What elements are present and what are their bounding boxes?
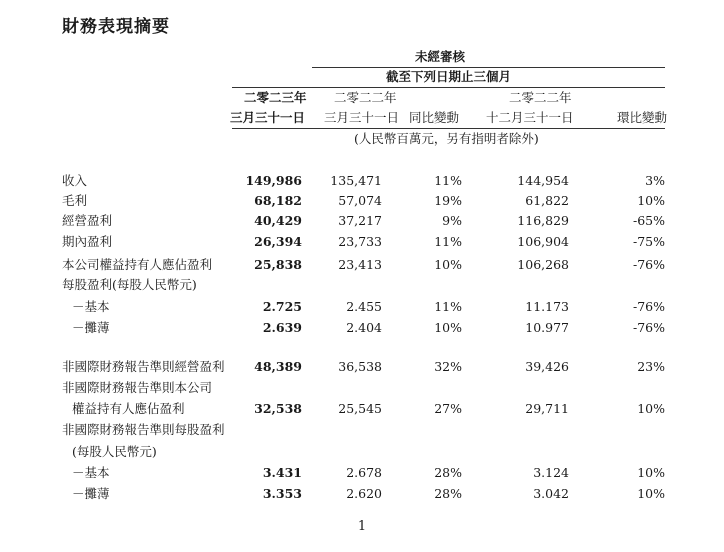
value-yoy: 32% (434, 359, 462, 374)
value-yoy: 28% (434, 486, 462, 501)
value-qoq: -75% (632, 234, 665, 249)
row-label: －基本 (72, 299, 110, 314)
table-row (0, 275, 724, 295)
value-q1-2023: 2.639 (262, 320, 302, 335)
value-yoy: 27% (434, 401, 462, 416)
table-row (0, 399, 724, 419)
value-q4-2022: 106,268 (517, 257, 569, 272)
col3-label: 同比變動 (409, 110, 460, 125)
col2-year: 二零二二年 (334, 90, 397, 105)
value-qoq: -76% (632, 299, 665, 314)
value-q1-2022: 135,471 (330, 173, 382, 188)
value-q1-2023: 149,986 (245, 173, 302, 188)
value-yoy: 10% (434, 257, 462, 272)
value-q1-2023: 48,389 (254, 359, 302, 374)
value-q1-2022: 23,413 (338, 257, 382, 272)
table-row (0, 318, 724, 338)
row-label: 本公司權益持有人應佔盈利 (62, 257, 213, 272)
value-q4-2022: 3.124 (533, 465, 569, 480)
col4-year: 二零二二年 (509, 90, 572, 105)
value-q4-2022: 3.042 (533, 486, 569, 501)
row-label: 每股盈利(每股人民幣元) (62, 277, 197, 292)
row-label: －攤薄 (72, 486, 110, 501)
value-q1-2022: 2.678 (346, 465, 382, 480)
value-yoy: 11% (434, 299, 462, 314)
value-yoy: 11% (434, 234, 462, 249)
value-qoq: -76% (632, 257, 665, 272)
value-qoq: 10% (637, 193, 665, 208)
header-rule-mid (232, 87, 665, 88)
row-label: 權益持有人應佔盈利 (72, 401, 185, 416)
value-q1-2023: 2.725 (262, 299, 302, 314)
value-qoq: 10% (637, 465, 665, 480)
row-label: 期內盈利 (62, 234, 113, 249)
value-qoq: 10% (637, 401, 665, 416)
value-q4-2022: 61,822 (525, 193, 569, 208)
table-row (0, 442, 724, 462)
value-q1-2023: 40,429 (254, 213, 302, 228)
value-q4-2022: 29,711 (525, 401, 569, 416)
value-q1-2023: 68,182 (254, 193, 302, 208)
value-q1-2023: 3.431 (262, 465, 302, 480)
value-q1-2023: 25,838 (254, 257, 302, 272)
value-q1-2022: 25,545 (338, 401, 382, 416)
col1-year: 二零二三年 (244, 90, 307, 105)
value-q1-2022: 2.404 (346, 320, 382, 335)
row-label: 經營盈利 (62, 213, 113, 228)
table-row (0, 255, 724, 275)
value-q4-2022: 11.173 (525, 299, 569, 314)
col5-label: 環比變動 (617, 110, 668, 125)
table-row (0, 484, 724, 504)
table-row (0, 378, 724, 398)
value-qoq: -65% (632, 213, 665, 228)
row-label: －基本 (72, 465, 110, 480)
row-label: －攤薄 (72, 320, 110, 335)
table-row (0, 463, 724, 483)
row-label: 非國際財務報告準則每股盈利 (62, 422, 225, 437)
row-label: (每股人民幣元) (72, 444, 157, 459)
value-q1-2022: 37,217 (338, 213, 382, 228)
value-q1-2022: 36,538 (338, 359, 382, 374)
value-yoy: 28% (434, 465, 462, 480)
value-q1-2022: 2.620 (346, 486, 382, 501)
value-yoy: 10% (434, 320, 462, 335)
value-qoq: 10% (637, 486, 665, 501)
value-q1-2023: 26,394 (254, 234, 302, 249)
value-q1-2023: 32,538 (254, 401, 302, 416)
table-row (0, 171, 724, 191)
value-q4-2022: 10.977 (525, 320, 569, 335)
value-yoy: 9% (442, 213, 462, 228)
value-yoy: 11% (434, 173, 462, 188)
table-row (0, 191, 724, 211)
table-row (0, 420, 724, 440)
header-period: 截至下列日期止三個月 (386, 69, 512, 84)
value-q1-2023: 3.353 (262, 486, 302, 501)
value-q4-2022: 144,954 (517, 173, 569, 188)
table-row (0, 297, 724, 317)
row-label: 收入 (62, 173, 88, 188)
col4-date: 十二月三十一日 (486, 110, 574, 125)
page-title: 財務表現摘要 (62, 17, 170, 37)
value-q1-2022: 2.455 (346, 299, 382, 314)
value-q1-2022: 23,733 (338, 234, 382, 249)
value-qoq: 23% (637, 359, 665, 374)
value-q4-2022: 116,829 (517, 213, 569, 228)
row-label: 非國際財務報告準則經營盈利 (62, 359, 225, 374)
table-row (0, 357, 724, 377)
value-q4-2022: 106,904 (517, 234, 569, 249)
table-row (0, 211, 724, 231)
row-label: 非國際財務報告準則本公司 (62, 380, 213, 395)
value-q4-2022: 39,426 (525, 359, 569, 374)
value-q1-2022: 57,074 (338, 193, 382, 208)
table-row (0, 232, 724, 252)
row-label: 毛利 (62, 193, 88, 208)
unit-note: (人民幣百萬元，另有指明者除外) (354, 131, 539, 146)
value-qoq: 3% (645, 173, 665, 188)
col2-date: 三月三十一日 (324, 110, 400, 125)
col1-date: 三月三十一日 (230, 110, 306, 125)
value-yoy: 19% (434, 193, 462, 208)
page-number: 1 (357, 519, 367, 534)
header-rule-top (312, 67, 665, 68)
value-qoq: -76% (632, 320, 665, 335)
header-unaudited: 未經審核 (415, 49, 466, 64)
header-rule-bottom (232, 128, 665, 129)
